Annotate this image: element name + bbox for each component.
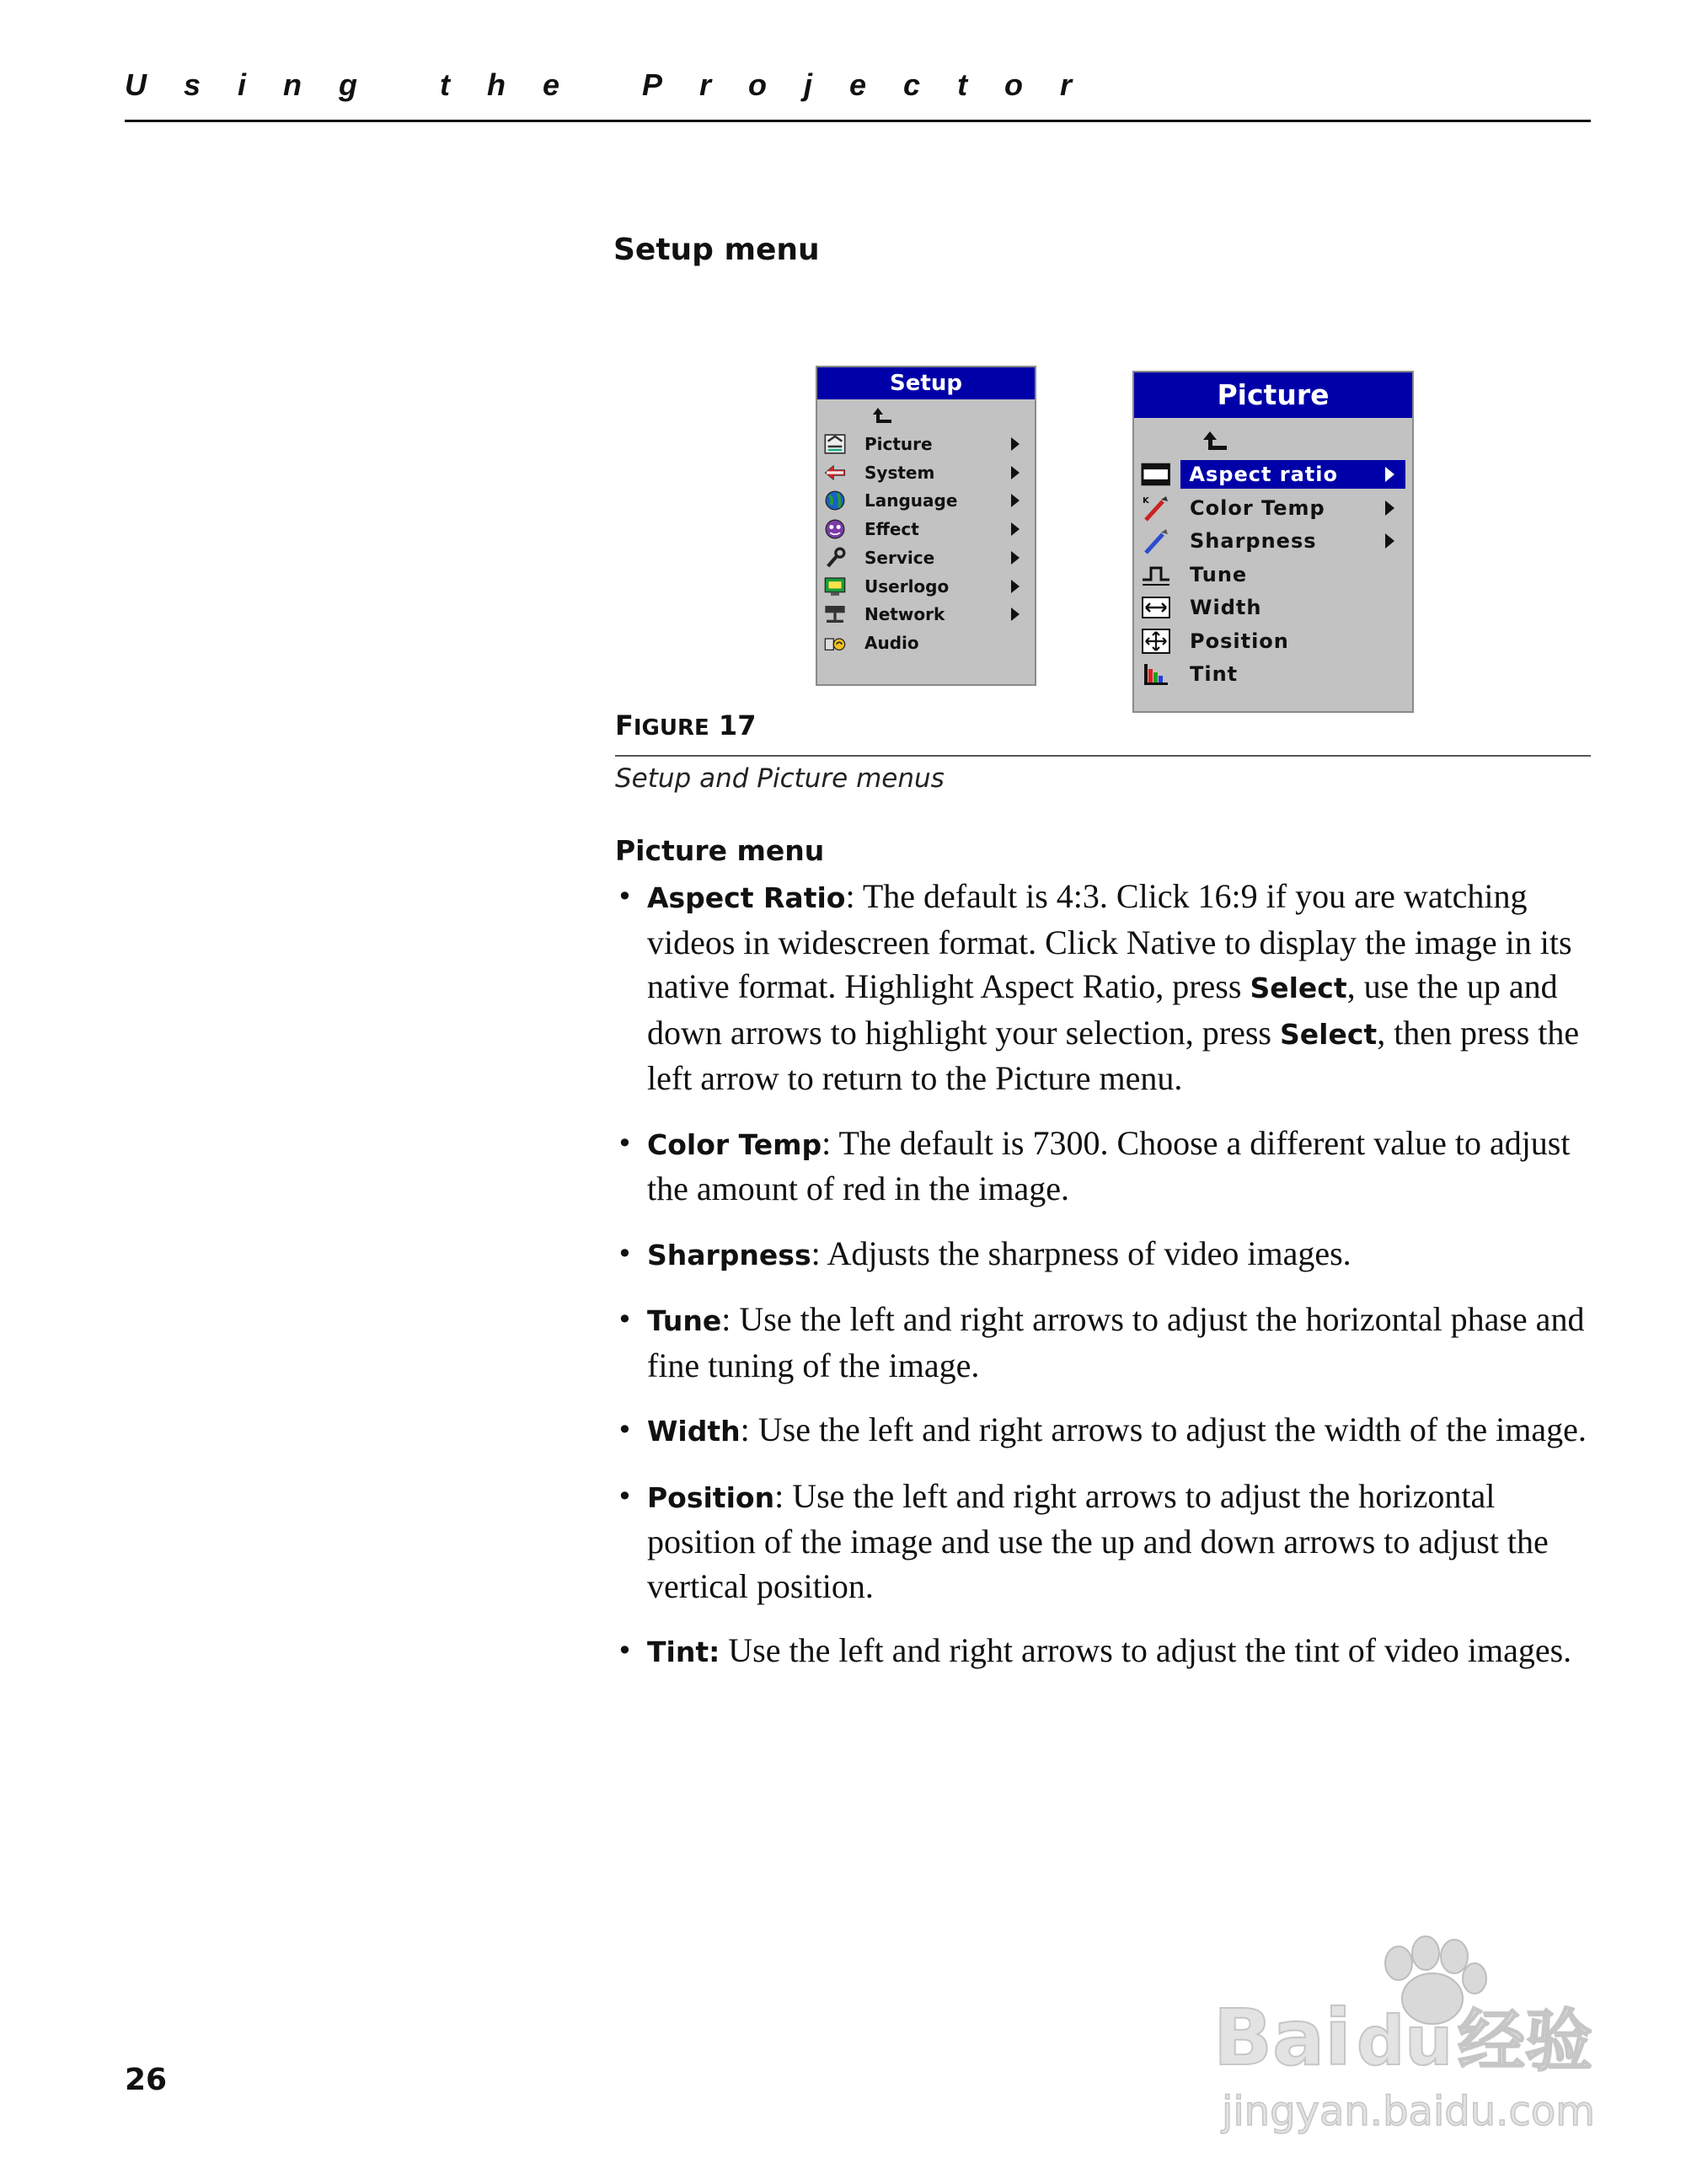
bullet-separator: : — [774, 1476, 784, 1515]
setup-menu-title: Setup — [817, 367, 1035, 399]
figure-caption: Setup and Picture menus — [615, 763, 945, 794]
figure-label-first: F — [615, 709, 634, 741]
bullet-term: Sharpness — [647, 1238, 811, 1271]
menu-item-network[interactable] — [822, 602, 1026, 627]
menu-item-label: Audio — [864, 632, 919, 653]
bullet-text: , then press the left arrow to return to the Picture menu. — [647, 1013, 1580, 1097]
bullet-term: Color Temp — [647, 1127, 822, 1161]
menu-item-label: Picture — [864, 434, 933, 454]
menu-item-label: Sharpness — [1190, 529, 1317, 553]
menu-item-label: Aspect ratio — [1180, 460, 1405, 489]
menu-item-position[interactable] — [1141, 627, 1405, 656]
menu-item-system[interactable] — [822, 460, 1026, 485]
menu-item-aspect-ratio[interactable] — [1141, 460, 1405, 489]
bullet-item — [615, 1298, 1601, 1388]
picture-menu-descriptions — [615, 875, 1601, 1695]
menu-item-label: Effect — [864, 519, 919, 540]
bullet-item — [615, 1408, 1601, 1454]
menu-item-service[interactable] — [822, 545, 1026, 570]
header-rule — [125, 120, 1591, 122]
menu-item-label: Language — [864, 490, 958, 511]
bullet-term: Tint: — [647, 1635, 720, 1668]
menu-item-label: Width — [1190, 596, 1262, 619]
bullet-term: Aspect Ratio — [647, 881, 846, 914]
submenu-arrow-icon — [1011, 522, 1020, 536]
menu-item-color-temp[interactable] — [1141, 494, 1405, 522]
menu-item-effect[interactable] — [822, 517, 1026, 542]
svg-text:jingyan.baidu.com: jingyan.baidu.com — [1222, 2088, 1595, 2135]
menu-item-label: Service — [864, 547, 935, 568]
menu-item-tune[interactable] — [1141, 560, 1405, 589]
menu-item-label: Network — [864, 604, 945, 625]
audio-icon — [822, 630, 848, 656]
submenu-arrow-icon — [1011, 608, 1020, 621]
menu-item-label: Color Temp — [1190, 495, 1325, 520]
menu-item-userlogo[interactable] — [822, 574, 1026, 599]
bullet-text: Use the left and right arrows to adjust the tint of video images. — [720, 1631, 1572, 1669]
menu-item-label: Position — [1190, 629, 1289, 653]
tune-icon — [1141, 561, 1171, 588]
bullet-text: Adjusts the sharpness of video images. — [820, 1234, 1351, 1272]
position-icon — [1141, 628, 1171, 655]
submenu-arrow-icon — [1385, 500, 1394, 516]
width-icon — [1141, 594, 1171, 621]
bullet-keyword: Select — [1250, 972, 1347, 1004]
menu-item-sharpness[interactable] — [1141, 527, 1405, 555]
sharpness-icon — [1141, 527, 1171, 554]
figure-label — [615, 709, 756, 741]
menu-item-language[interactable] — [822, 488, 1026, 513]
picture-menu — [1132, 371, 1414, 713]
bullet-term: Tune — [647, 1304, 722, 1337]
menu-item-tint[interactable] — [1141, 660, 1405, 688]
picture-menu-title: Picture — [1134, 372, 1412, 418]
bullet-text: The default is 4:3. Click 16:9 if you are watching videos in widescreen format. Click Native to display the image in its native format. Highlight Aspect Ratio, press — [647, 877, 1572, 1005]
bullet-text: Use the left and right arrows to adjust the horizontal position of the image and use the up and down arrows to adjust the vertical position. — [647, 1476, 1549, 1605]
bullet-separator: : — [721, 1300, 731, 1338]
wrench-icon — [822, 545, 848, 570]
picture-menu-heading: Picture menu — [615, 834, 825, 867]
menu-item-label: System — [864, 462, 935, 483]
menu-item-width[interactable] — [1141, 593, 1405, 622]
userlogo-icon — [822, 574, 848, 599]
picture-icon — [822, 431, 848, 457]
menu-item-label: Tint — [1190, 662, 1239, 686]
submenu-arrow-icon — [1385, 467, 1394, 482]
bullet-separator: : — [845, 877, 855, 915]
system-icon — [822, 460, 848, 485]
running-header: Using the Projector — [125, 67, 1110, 102]
menu-item-label: Tune — [1190, 562, 1248, 586]
bullet-text: The default is 7300. Choose a different value to adjust the amount of red in the image. — [647, 1123, 1571, 1207]
back-arrow-icon[interactable] — [1200, 430, 1230, 455]
submenu-arrow-icon — [1011, 466, 1020, 479]
bullet-separator: : — [822, 1123, 832, 1162]
menu-item-audio[interactable] — [822, 630, 1026, 656]
baidu-watermark-logo — [1205, 1930, 1626, 2140]
svg-text:经验: 经验 — [1458, 2002, 1592, 2080]
bullet-text: , use the up and down arrows to highlight your selection, press — [647, 967, 1558, 1052]
bullet-item — [615, 1629, 1601, 1675]
color-temp-icon — [1141, 495, 1171, 522]
bullet-text: Use the left and right arrows to adjust the width of the image. — [749, 1410, 1587, 1448]
menu-item-label: Userlogo — [864, 575, 950, 597]
bullet-item — [615, 875, 1601, 1101]
menu-item-picture[interactable] — [822, 431, 1026, 457]
aspect-ratio-icon — [1141, 461, 1170, 488]
bullet-keyword: Select — [1280, 1017, 1378, 1051]
setup-menu — [816, 366, 1036, 686]
submenu-arrow-icon — [1011, 551, 1020, 565]
submenu-arrow-icon — [1011, 494, 1020, 507]
svg-text:du: du — [1357, 2002, 1453, 2080]
bullet-item — [615, 1232, 1601, 1278]
figure-label-rest: IGURE — [633, 715, 709, 741]
figure-number: 17 — [718, 709, 757, 741]
effect-icon — [822, 517, 848, 542]
bullet-term: Width — [647, 1415, 741, 1448]
section-title: Setup menu — [613, 233, 820, 267]
submenu-arrow-icon — [1011, 437, 1020, 451]
figure-rule — [615, 755, 1591, 757]
bullet-term: Position — [647, 1480, 775, 1514]
back-arrow-icon[interactable] — [870, 406, 895, 428]
svg-text:Bai: Bai — [1213, 1993, 1351, 2083]
bullet-text: Use the left and right arrows to adjust the horizontal phase and fine tuning of the image. — [647, 1300, 1585, 1384]
network-icon — [822, 602, 848, 627]
submenu-arrow-icon — [1011, 580, 1020, 593]
submenu-arrow-icon — [1385, 533, 1394, 549]
bullet-item — [615, 1121, 1601, 1212]
svg-text:K: K — [1143, 495, 1149, 506]
bullet-separator: : — [740, 1410, 750, 1448]
page-number: 26 — [125, 2063, 168, 2097]
bullet-separator: : — [811, 1234, 821, 1272]
tint-icon — [1141, 661, 1171, 688]
bullet-item — [615, 1475, 1601, 1609]
globe-icon — [822, 488, 848, 513]
